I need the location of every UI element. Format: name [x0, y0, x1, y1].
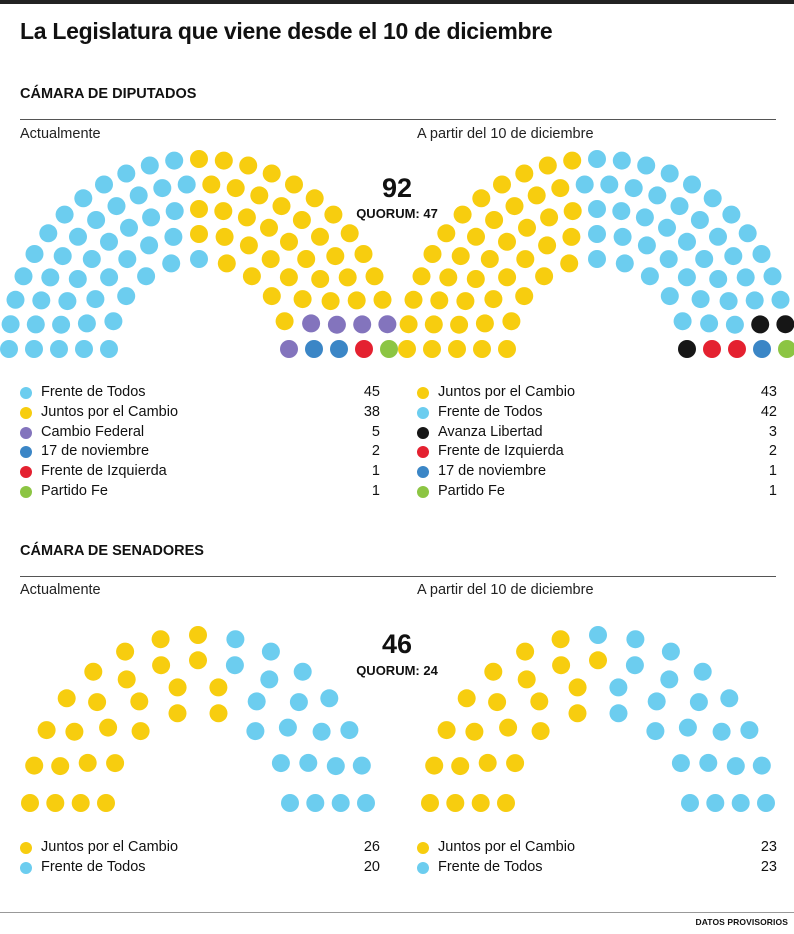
senadores-current-label: Actualmente	[20, 582, 101, 598]
seat-frente-de-todos	[646, 722, 664, 740]
seat-juntos-por-el-cambio	[451, 757, 469, 775]
legend-label: Frente de Todos	[41, 858, 146, 875]
seat-frente-de-todos	[727, 757, 745, 775]
page-title: La Legislatura que viene desde el 10 de diciembre	[20, 18, 553, 44]
legend-value: 43	[760, 384, 777, 400]
legend-label: Cambio Federal	[41, 423, 145, 440]
seat-juntos-por-el-cambio	[472, 794, 490, 812]
seat-juntos-por-el-cambio	[458, 689, 476, 707]
seat-juntos-por-el-cambio	[516, 643, 534, 661]
seat-frente-de-todos	[690, 693, 708, 711]
legend-label: Juntos por el Cambio	[438, 384, 576, 400]
legend-item-frente-de-todos	[20, 858, 380, 878]
seat-frente-de-todos	[648, 692, 666, 710]
seat-juntos-por-el-cambio	[569, 704, 587, 722]
seat-frente-de-todos	[720, 689, 738, 707]
seat-juntos-por-el-cambio	[488, 693, 506, 711]
diputados-heading: CÁMARA DE DIPUTADOS	[20, 86, 197, 102]
legend-label: Partido Fe	[438, 482, 505, 499]
legend-value: 20	[363, 858, 380, 875]
footer-note: DATOS PROVISORIOS	[695, 917, 788, 927]
senadores-total: 46	[381, 629, 413, 659]
seat-frente-de-todos	[757, 794, 775, 812]
legend-item-juntos-por-el-cambio	[20, 838, 380, 858]
legend-swatch	[417, 842, 429, 854]
legend-label: 17 de noviembre	[41, 443, 150, 460]
seat-frente-de-todos	[732, 794, 750, 812]
seat-juntos-por-el-cambio	[465, 723, 483, 741]
seat-frente-de-todos	[679, 719, 697, 737]
seat-frente-de-todos	[753, 757, 771, 775]
senadores-future-label: A partir del 10 de diciembre	[417, 582, 594, 598]
legend-swatch	[417, 862, 429, 874]
senadores-quorum: QUORUM: 24	[356, 663, 438, 678]
seat-frente-de-todos	[626, 630, 644, 648]
senadores-future-legend	[417, 838, 777, 878]
seat-frente-de-todos	[740, 721, 758, 739]
legend-value: 26	[363, 839, 380, 855]
senadores-heading: CÁMARA DE SENADORES	[20, 543, 204, 559]
legend-label: Partido Fe	[41, 482, 108, 499]
seat-juntos-por-el-cambio	[532, 722, 550, 740]
seat-frente-de-todos	[713, 723, 731, 741]
seat-juntos-por-el-cambio	[569, 678, 587, 696]
seat-frente-de-todos	[609, 678, 627, 696]
senadores-current-legend	[20, 838, 380, 878]
seat-frente-de-todos	[694, 663, 712, 681]
legend-label: Juntos por el Cambio	[41, 839, 179, 855]
diputados-quorum: QUORUM: 47	[356, 206, 438, 221]
legend-label: Frente de Todos	[41, 384, 146, 400]
legend-value: 23	[760, 858, 777, 875]
legend-label: Frente de Todos	[438, 858, 543, 875]
seat-juntos-por-el-cambio	[499, 719, 517, 737]
diputados-total: 92	[381, 173, 413, 203]
seat-frente-de-todos	[626, 656, 644, 674]
legend-value: 2	[768, 443, 777, 460]
legend-value: 1	[371, 482, 380, 499]
seat-frente-de-todos	[681, 794, 699, 812]
legend-label: 17 de noviembre	[438, 463, 547, 480]
legend-value: 2	[371, 443, 380, 460]
legend-value: 23	[760, 839, 777, 855]
seat-juntos-por-el-cambio	[479, 754, 497, 772]
legend-value: 3	[768, 423, 777, 440]
legend-label: Frente de Izquierda	[41, 463, 167, 480]
legend-label: Frente de Todos	[438, 403, 543, 420]
legend-label: Juntos por el Cambio	[41, 403, 179, 420]
legend-label: Frente de Izquierda	[438, 443, 564, 460]
legend-value: 1	[768, 463, 777, 480]
seat-frente-de-todos	[662, 643, 680, 661]
diputados-future-label: A partir del 10 de diciembre	[417, 126, 594, 142]
seat-juntos-por-el-cambio	[506, 754, 524, 772]
legend-item-frente-de-todos	[417, 858, 777, 878]
legend-label: Avanza Libertad	[438, 423, 543, 440]
legend-value: 1	[371, 463, 380, 480]
seat-frente-de-todos	[610, 704, 628, 722]
seat-juntos-por-el-cambio	[425, 757, 443, 775]
seat-frente-de-todos	[589, 626, 607, 644]
legend-swatch	[20, 862, 32, 874]
seat-frente-de-todos	[660, 670, 678, 688]
seat-juntos-por-el-cambio	[484, 663, 502, 681]
seat-juntos-por-el-cambio	[518, 670, 536, 688]
seat-juntos-por-el-cambio	[589, 651, 607, 669]
legend-swatch	[20, 842, 32, 854]
seat-frente-de-todos	[672, 754, 690, 772]
seat-juntos-por-el-cambio	[552, 630, 570, 648]
legend-item-juntos-por-el-cambio	[417, 838, 777, 858]
seat-juntos-por-el-cambio	[497, 794, 515, 812]
seat-frente-de-todos	[699, 754, 717, 772]
seat-juntos-por-el-cambio	[530, 692, 548, 710]
legend-value: 42	[760, 403, 777, 420]
diputados-current-label: Actualmente	[20, 126, 101, 142]
seat-juntos-por-el-cambio	[438, 721, 456, 739]
seat-frente-de-todos	[706, 794, 724, 812]
legend-value: 5	[371, 423, 380, 440]
legend-value: 1	[768, 482, 777, 499]
legend-label: Juntos por el Cambio	[438, 839, 576, 855]
footer-rule	[0, 912, 794, 913]
seat-juntos-por-el-cambio	[446, 794, 464, 812]
seat-juntos-por-el-cambio	[552, 656, 570, 674]
legend-value: 45	[363, 384, 380, 400]
seat-juntos-por-el-cambio	[421, 794, 439, 812]
legend-value: 38	[363, 403, 380, 420]
